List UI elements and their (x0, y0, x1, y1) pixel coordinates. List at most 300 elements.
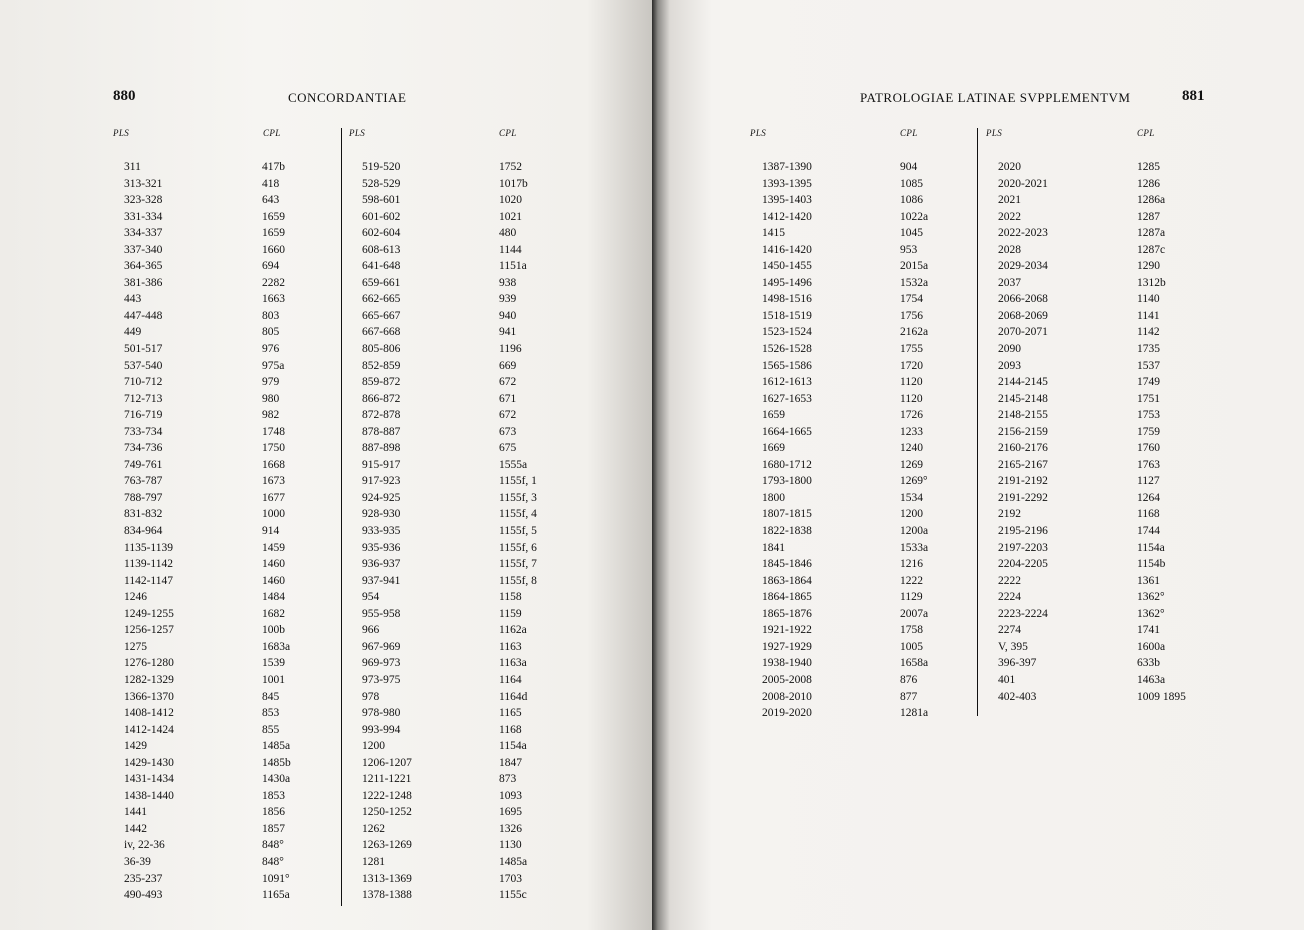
concordance-entry: 1395-1403 (762, 194, 812, 207)
left-header-cpl-1: CPL (263, 128, 281, 138)
concordance-entry: 1362° (1137, 591, 1165, 604)
concordance-entry: 831-832 (124, 508, 163, 521)
concordance-entry: 1845-1846 (762, 558, 812, 571)
concordance-entry: 877 (900, 690, 918, 703)
concordance-entry: 1748 (262, 425, 285, 438)
concordance-entry: 1756 (900, 309, 923, 322)
concordance-entry: 2274 (998, 624, 1021, 637)
concordance-entry: 2162a (900, 326, 929, 339)
concordance-entry: 1677 (262, 491, 285, 504)
concordance-entry: 1282-1329 (124, 673, 174, 686)
concordance-entry: 1154b (1137, 558, 1166, 571)
concordance-entry: 1162a (499, 624, 527, 637)
concordance-entry: 1431-1434 (124, 773, 174, 786)
concordance-entry: 1857 (262, 822, 285, 835)
concordance-entry: 2020 (998, 161, 1021, 173)
concordance-entry: 805-806 (362, 343, 401, 356)
concordance-entry: 967-969 (362, 640, 401, 653)
concordance-entry: 982 (262, 409, 280, 422)
concordance-entry: 873 (499, 773, 517, 786)
concordance-entry: 1206-1207 (362, 756, 412, 769)
concordance-entry: 1754 (900, 293, 923, 306)
concordance-entry: 805 (262, 326, 280, 339)
concordance-entry: 337-340 (124, 243, 163, 256)
concordance-entry: 2191-2192 (998, 475, 1048, 488)
concordance-entry: 633b (1137, 657, 1160, 670)
concordance-entry: 417b (262, 161, 285, 173)
concordance-entry: 1720 (900, 359, 923, 372)
concordance-entry: 978 (362, 690, 380, 703)
concordance-entry: 1211-1221 (362, 773, 412, 786)
concordance-entry: 1130 (499, 839, 522, 852)
concordance-entry: 1275 (124, 640, 147, 653)
concordance-entry: 1659 (262, 210, 285, 223)
concordance-entry: 1140 (1137, 293, 1160, 306)
concordance-entry: 1264 (1137, 491, 1160, 504)
concordance-entry: 2070-2071 (998, 326, 1048, 339)
concordance-entry: 936-937 (362, 558, 401, 571)
concordance-entry: 1660 (262, 243, 285, 256)
concordance-entry: 939 (499, 293, 517, 306)
concordance-entry: 953 (900, 243, 918, 256)
concordance-entry: 1412-1424 (124, 723, 174, 736)
concordance-entry: 1142 (1137, 326, 1160, 339)
concordance-entry: 2160-2176 (998, 442, 1048, 455)
concordance-entry: 852-859 (362, 359, 401, 372)
right-header-cpl-2: CPL (1137, 128, 1155, 138)
concordance-entry: 1086 (900, 194, 923, 207)
concordance-entry: 1416-1420 (762, 243, 812, 256)
concordance-entry: 1822-1838 (762, 525, 812, 538)
concordance-entry: 1495-1496 (762, 276, 812, 289)
right-cpl-column-2 (1137, 159, 1186, 705)
concordance-entry: 1233 (900, 425, 923, 438)
concordance-entry: 1463a (1137, 673, 1166, 686)
concordance-entry: 859-872 (362, 376, 401, 389)
concordance-entry: 1200 (362, 740, 385, 753)
concordance-entry: 1484 (262, 591, 285, 604)
concordance-entry: 1429-1430 (124, 756, 174, 769)
concordance-entry: 848° (262, 855, 284, 868)
concordance-entry: 1856 (262, 806, 285, 819)
concordance-entry: 1555a (499, 458, 528, 471)
right-folio: 881 (1182, 88, 1205, 104)
left-header-cpl-2: CPL (499, 128, 517, 138)
concordance-entry: 1120 (900, 376, 923, 389)
concordance-entry: 1366-1370 (124, 690, 174, 703)
concordance-entry: 876 (900, 673, 918, 686)
concordance-entry: 519-520 (362, 161, 401, 173)
concordance-entry: 1285 (1137, 161, 1160, 173)
concordance-entry: 1151a (499, 260, 527, 273)
concordance-entry: 1755 (900, 343, 923, 356)
concordance-entry: 1760 (1137, 442, 1160, 455)
concordance-entry: 2192 (998, 508, 1021, 521)
concordance-entry: 1120 (900, 392, 923, 405)
concordance-entry: 1485a (499, 855, 528, 868)
concordance-entry: 1155f, 1 (499, 475, 537, 488)
concordance-entry: 665-667 (362, 309, 401, 322)
concordance-entry: 1539 (262, 657, 285, 670)
concordance-entry: 1163a (499, 657, 527, 670)
concordance-entry: 364-365 (124, 260, 163, 273)
concordance-entry: 878-887 (362, 425, 401, 438)
concordance-entry: 1281 (362, 855, 385, 868)
concordance-entry: 1159 (499, 607, 522, 620)
concordance-entry: 1744 (1137, 525, 1160, 538)
concordance-entry: 1286 (1137, 177, 1160, 190)
concordance-entry: 331-334 (124, 210, 163, 223)
concordance-entry: 955-958 (362, 607, 401, 620)
concordance-entry: 1450-1455 (762, 260, 812, 273)
concordance-entry: 954 (362, 591, 380, 604)
concordance-entry: 928-930 (362, 508, 401, 521)
concordance-entry: 1498-1516 (762, 293, 812, 306)
concordance-entry: 1921-1922 (762, 624, 812, 637)
concordance-entry: 1168 (499, 723, 522, 736)
concordance-entry: 1256-1257 (124, 624, 174, 637)
concordance-entry: 1750 (262, 442, 285, 455)
concordance-entry: 855 (262, 723, 280, 736)
concordance-entry: 1408-1412 (124, 707, 174, 720)
concordance-entry: 608-613 (362, 243, 401, 256)
concordance-entry: 937-941 (362, 574, 401, 587)
concordance-entry: 980 (262, 392, 280, 405)
left-cpl-column-2 (499, 159, 537, 904)
concordance-entry: 1658a (900, 657, 929, 670)
concordance-entry: 1749 (1137, 376, 1160, 389)
concordance-entry: 1430a (262, 773, 291, 786)
concordance-entry: 401 (998, 673, 1016, 686)
concordance-entry: 1154a (499, 740, 527, 753)
concordance-entry: 2145-2148 (998, 392, 1048, 405)
concordance-entry: 1142-1147 (124, 574, 173, 587)
concordance-entry: 1523-1524 (762, 326, 812, 339)
concordance-entry: 694 (262, 260, 280, 273)
concordance-entry: 938 (499, 276, 517, 289)
concordance-entry: 2156-2159 (998, 425, 1048, 438)
concordance-entry: 2165-2167 (998, 458, 1048, 471)
concordance-entry: 601-602 (362, 210, 401, 223)
concordance-entry: 1393-1395 (762, 177, 812, 190)
concordance-entry: 1155f, 7 (499, 558, 537, 571)
concordance-entry: 2007a (900, 607, 929, 620)
concordance-entry: 1673 (262, 475, 285, 488)
concordance-entry: 933-935 (362, 525, 401, 538)
concordance-entry: 2204-2205 (998, 558, 1048, 571)
concordance-entry: 323-328 (124, 194, 163, 207)
concordance-entry: 1753 (1137, 409, 1160, 422)
concordance-entry: 969-973 (362, 657, 401, 670)
concordance-entry: 643 (262, 194, 280, 207)
concordance-entry: 667-668 (362, 326, 401, 339)
concordance-entry: 1200a (900, 525, 929, 538)
concordance-entry: 1664-1665 (762, 425, 812, 438)
concordance-entry: 1864-1865 (762, 591, 812, 604)
concordance-entry: 1429 (124, 740, 147, 753)
concordance-entry: 1196 (499, 343, 522, 356)
concordance-entry: 712-713 (124, 392, 163, 405)
concordance-entry: 1518-1519 (762, 309, 812, 322)
left-running-head: CONCORDANTIAE (288, 90, 407, 105)
concordance-entry: 2022 (998, 210, 1021, 223)
concordance-entry: 1129 (900, 591, 923, 604)
concordance-entry: 1021 (499, 210, 522, 223)
concordance-entry: 1683a (262, 640, 291, 653)
left-pls-column-2 (362, 159, 412, 904)
concordance-entry: 1135-1139 (124, 541, 173, 554)
concordance-entry: 2019-2020 (762, 707, 812, 720)
concordance-entry: 966 (362, 624, 380, 637)
concordance-entry: 490-493 (124, 889, 163, 902)
concordance-entry: 396-397 (998, 657, 1037, 670)
concordance-entry: 1163 (499, 640, 522, 653)
concordance-entry: 1155f, 8 (499, 574, 537, 587)
concordance-entry: 940 (499, 309, 517, 322)
concordance-entry: 1155f, 3 (499, 491, 537, 504)
concordance-entry: 915-917 (362, 458, 401, 471)
concordance-entry: 1532a (900, 276, 929, 289)
concordance-entry: 1752 (499, 161, 522, 173)
concordance-entry: 749-761 (124, 458, 163, 471)
concordance-entry: 2022-2023 (998, 227, 1048, 240)
concordance-entry: 1460 (262, 558, 285, 571)
concordance-entry: 402-403 (998, 690, 1037, 703)
concordance-entry: 853 (262, 707, 280, 720)
concordance-entry: 1000 (262, 508, 285, 521)
concordance-entry: 1441 (124, 806, 147, 819)
concordance-entry: 1533a (900, 541, 929, 554)
concordance-entry: 673 (499, 425, 517, 438)
concordance-entry: 1378-1388 (362, 889, 412, 902)
concordance-entry: 1155c (499, 889, 527, 902)
concordance-entry: 2068-2069 (998, 309, 1048, 322)
concordance-entry: 2223-2224 (998, 607, 1048, 620)
concordance-entry: 924-925 (362, 491, 401, 504)
concordance-entry: 1249-1255 (124, 607, 174, 620)
concordance-entry: 1460 (262, 574, 285, 587)
concordance-entry: 1263-1269 (362, 839, 412, 852)
concordance-entry: 1415 (762, 227, 785, 240)
concordance-entry: 733-734 (124, 425, 163, 438)
concordance-entry: 2197-2203 (998, 541, 1048, 554)
concordance-entry: 641-648 (362, 260, 401, 273)
concordance-entry: 935-936 (362, 541, 401, 554)
concordance-entry: 917-923 (362, 475, 401, 488)
concordance-entry: 1144 (499, 243, 522, 256)
concordance-entry: 914 (262, 525, 280, 538)
concordance-entry: 381-386 (124, 276, 163, 289)
concordance-entry: 1269° (900, 475, 928, 488)
concordance-entry: 1155f, 5 (499, 525, 537, 538)
concordance-entry: 1763 (1137, 458, 1160, 471)
concordance-entry: 1164d (499, 690, 528, 703)
concordance-entry: 1485a (262, 740, 291, 753)
concordance-entry: 2029-2034 (998, 260, 1048, 273)
concordance-entry: 1741 (1137, 624, 1160, 637)
concordance-entry: 1164 (499, 673, 522, 686)
concordance-entry: 803 (262, 309, 280, 322)
concordance-entry: 1758 (900, 624, 923, 637)
concordance-entry: 1240 (900, 442, 923, 455)
right-column-rule (977, 128, 978, 716)
concordance-entry: 1759 (1137, 425, 1160, 438)
concordance-entry: 1703 (499, 872, 522, 885)
concordance-entry: 1009 1895 (1137, 690, 1186, 703)
right-header-cpl-1: CPL (900, 128, 918, 138)
concordance-entry: 1565-1586 (762, 359, 812, 372)
concordance-entry: 834-964 (124, 525, 163, 538)
concordance-entry: 1793-1800 (762, 475, 812, 488)
concordance-entry: 979 (262, 376, 280, 389)
concordance-entry: 1669 (762, 442, 785, 455)
right-cpl-column-1 (900, 159, 928, 722)
concordance-entry: 2191-2292 (998, 491, 1048, 504)
concordance-entry: 710-712 (124, 376, 163, 389)
concordance-entry: 1751 (1137, 392, 1160, 405)
concordance-entry: 311 (124, 161, 141, 173)
concordance-entry: 1141 (1137, 309, 1160, 322)
concordance-entry: 2224 (998, 591, 1021, 604)
concordance-entry: 845 (262, 690, 280, 703)
concordance-entry: 2020-2021 (998, 177, 1048, 190)
concordance-entry: 1250-1252 (362, 806, 412, 819)
concordance-entry: 671 (499, 392, 517, 405)
right-pls-column-2 (998, 159, 1048, 705)
concordance-entry: 976 (262, 343, 280, 356)
concordance-entry: 734-736 (124, 442, 163, 455)
concordance-entry: 2222 (998, 574, 1021, 587)
concordance-entry: 1312b (1137, 276, 1166, 289)
concordance-entry: 2005-2008 (762, 673, 812, 686)
concordance-entry: 1800 (762, 491, 785, 504)
concordance-entry: 1362° (1137, 607, 1165, 620)
concordance-entry: 1165a (262, 889, 290, 902)
concordance-entry: 36-39 (124, 855, 151, 868)
concordance-entry: 602-604 (362, 227, 401, 240)
concordance-entry: 501-517 (124, 343, 163, 356)
concordance-entry: 1286a (1137, 194, 1166, 207)
concordance-entry: 1485b (262, 756, 291, 769)
concordance-entry: 443 (124, 293, 142, 306)
concordance-entry: 1695 (499, 806, 522, 819)
concordance-entry: 872-878 (362, 409, 401, 422)
concordance-entry: 1005 (900, 640, 923, 653)
concordance-entry: 1387-1390 (762, 161, 812, 173)
concordance-entry: 2144-2145 (998, 376, 1048, 389)
concordance-entry: 1262 (362, 822, 385, 835)
concordance-entry: 2066-2068 (998, 293, 1048, 306)
concordance-entry: 1020 (499, 194, 522, 207)
concordance-entry: 598-601 (362, 194, 401, 207)
concordance-entry: 528-529 (362, 177, 401, 190)
concordance-entry: 1735 (1137, 343, 1160, 356)
concordance-entry: 1222-1248 (362, 789, 412, 802)
concordance-entry: 973-975 (362, 673, 401, 686)
concordance-entry: 1726 (900, 409, 923, 422)
concordance-entry: 1526-1528 (762, 343, 812, 356)
concordance-entry: 1682 (262, 607, 285, 620)
concordance-entry: 1938-1940 (762, 657, 812, 670)
concordance-entry: 941 (499, 326, 517, 339)
concordance-entry: 1200 (900, 508, 923, 521)
concordance-entry: 1165 (499, 707, 522, 720)
concordance-entry: 1276-1280 (124, 657, 174, 670)
concordance-entry: 1022a (900, 210, 929, 223)
concordance-entry: 480 (499, 227, 517, 240)
concordance-entry: 1093 (499, 789, 522, 802)
left-header-pls-2: PLS (349, 128, 366, 138)
concordance-entry: 1865-1876 (762, 607, 812, 620)
right-header-pls-1: PLS (750, 128, 767, 138)
concordance-entry: 1158 (499, 591, 522, 604)
concordance-entry: 788-797 (124, 491, 163, 504)
concordance-entry: 334-337 (124, 227, 163, 240)
concordance-entry: 669 (499, 359, 517, 372)
left-folio: 880 (113, 88, 136, 104)
concordance-entry: 1612-1613 (762, 376, 812, 389)
concordance-entry: 2008-2010 (762, 690, 812, 703)
concordance-entry: 1412-1420 (762, 210, 812, 223)
concordance-entry: 447-448 (124, 309, 163, 322)
concordance-entry: 675 (499, 442, 517, 455)
concordance-entry: 993-994 (362, 723, 401, 736)
concordance-entry: iv, 22-36 (124, 839, 165, 852)
concordance-entry: 1326 (499, 822, 522, 835)
concordance-entry: 887-898 (362, 442, 401, 455)
concordance-entry: 2090 (998, 343, 1021, 356)
concordance-entry: 1361 (1137, 574, 1160, 587)
concordance-entry: 1269 (900, 458, 923, 471)
concordance-entry: 866-872 (362, 392, 401, 405)
concordance-entry: 1091° (262, 872, 290, 885)
concordance-entry: 1168 (1137, 508, 1160, 521)
concordance-entry: 848° (262, 839, 284, 852)
concordance-entry: 1287 (1137, 210, 1160, 223)
concordance-entry: 1663 (262, 293, 285, 306)
concordance-entry: 1155f, 4 (499, 508, 537, 521)
concordance-entry: 1659 (762, 409, 785, 422)
concordance-entry: 2028 (998, 243, 1021, 256)
concordance-entry: 1154a (1137, 541, 1165, 554)
concordance-entry: 1627-1653 (762, 392, 812, 405)
concordance-entry: 716-719 (124, 409, 163, 422)
concordance-entry: 1287a (1137, 227, 1166, 240)
concordance-entry: 1313-1369 (362, 872, 412, 885)
concordance-entry: 100b (262, 624, 285, 637)
concordance-entry: 763-787 (124, 475, 163, 488)
concordance-entry: 418 (262, 177, 280, 190)
right-pls-column-1 (762, 159, 812, 722)
concordance-entry: 975a (262, 359, 285, 372)
concordance-entry: 1841 (762, 541, 785, 554)
left-column-rule (341, 128, 342, 906)
concordance-entry: 1246 (124, 591, 147, 604)
concordance-entry: 1045 (900, 227, 923, 240)
concordance-entry: 904 (900, 161, 918, 173)
right-running-head: PATROLOGIAE LATINAE SVPPLEMENTVM (860, 90, 1131, 105)
concordance-entry: 449 (124, 326, 142, 339)
concordance-entry: 537-540 (124, 359, 163, 372)
concordance-entry: 1017b (499, 177, 528, 190)
concordance-entry: 662-665 (362, 293, 401, 306)
concordance-entry: 2282 (262, 276, 285, 289)
concordance-entry: 2015a (900, 260, 929, 273)
concordance-entry: 2195-2196 (998, 525, 1048, 538)
left-header-pls-1: PLS (113, 128, 130, 138)
concordance-entry: 1863-1864 (762, 574, 812, 587)
concordance-entry: 1853 (262, 789, 285, 802)
